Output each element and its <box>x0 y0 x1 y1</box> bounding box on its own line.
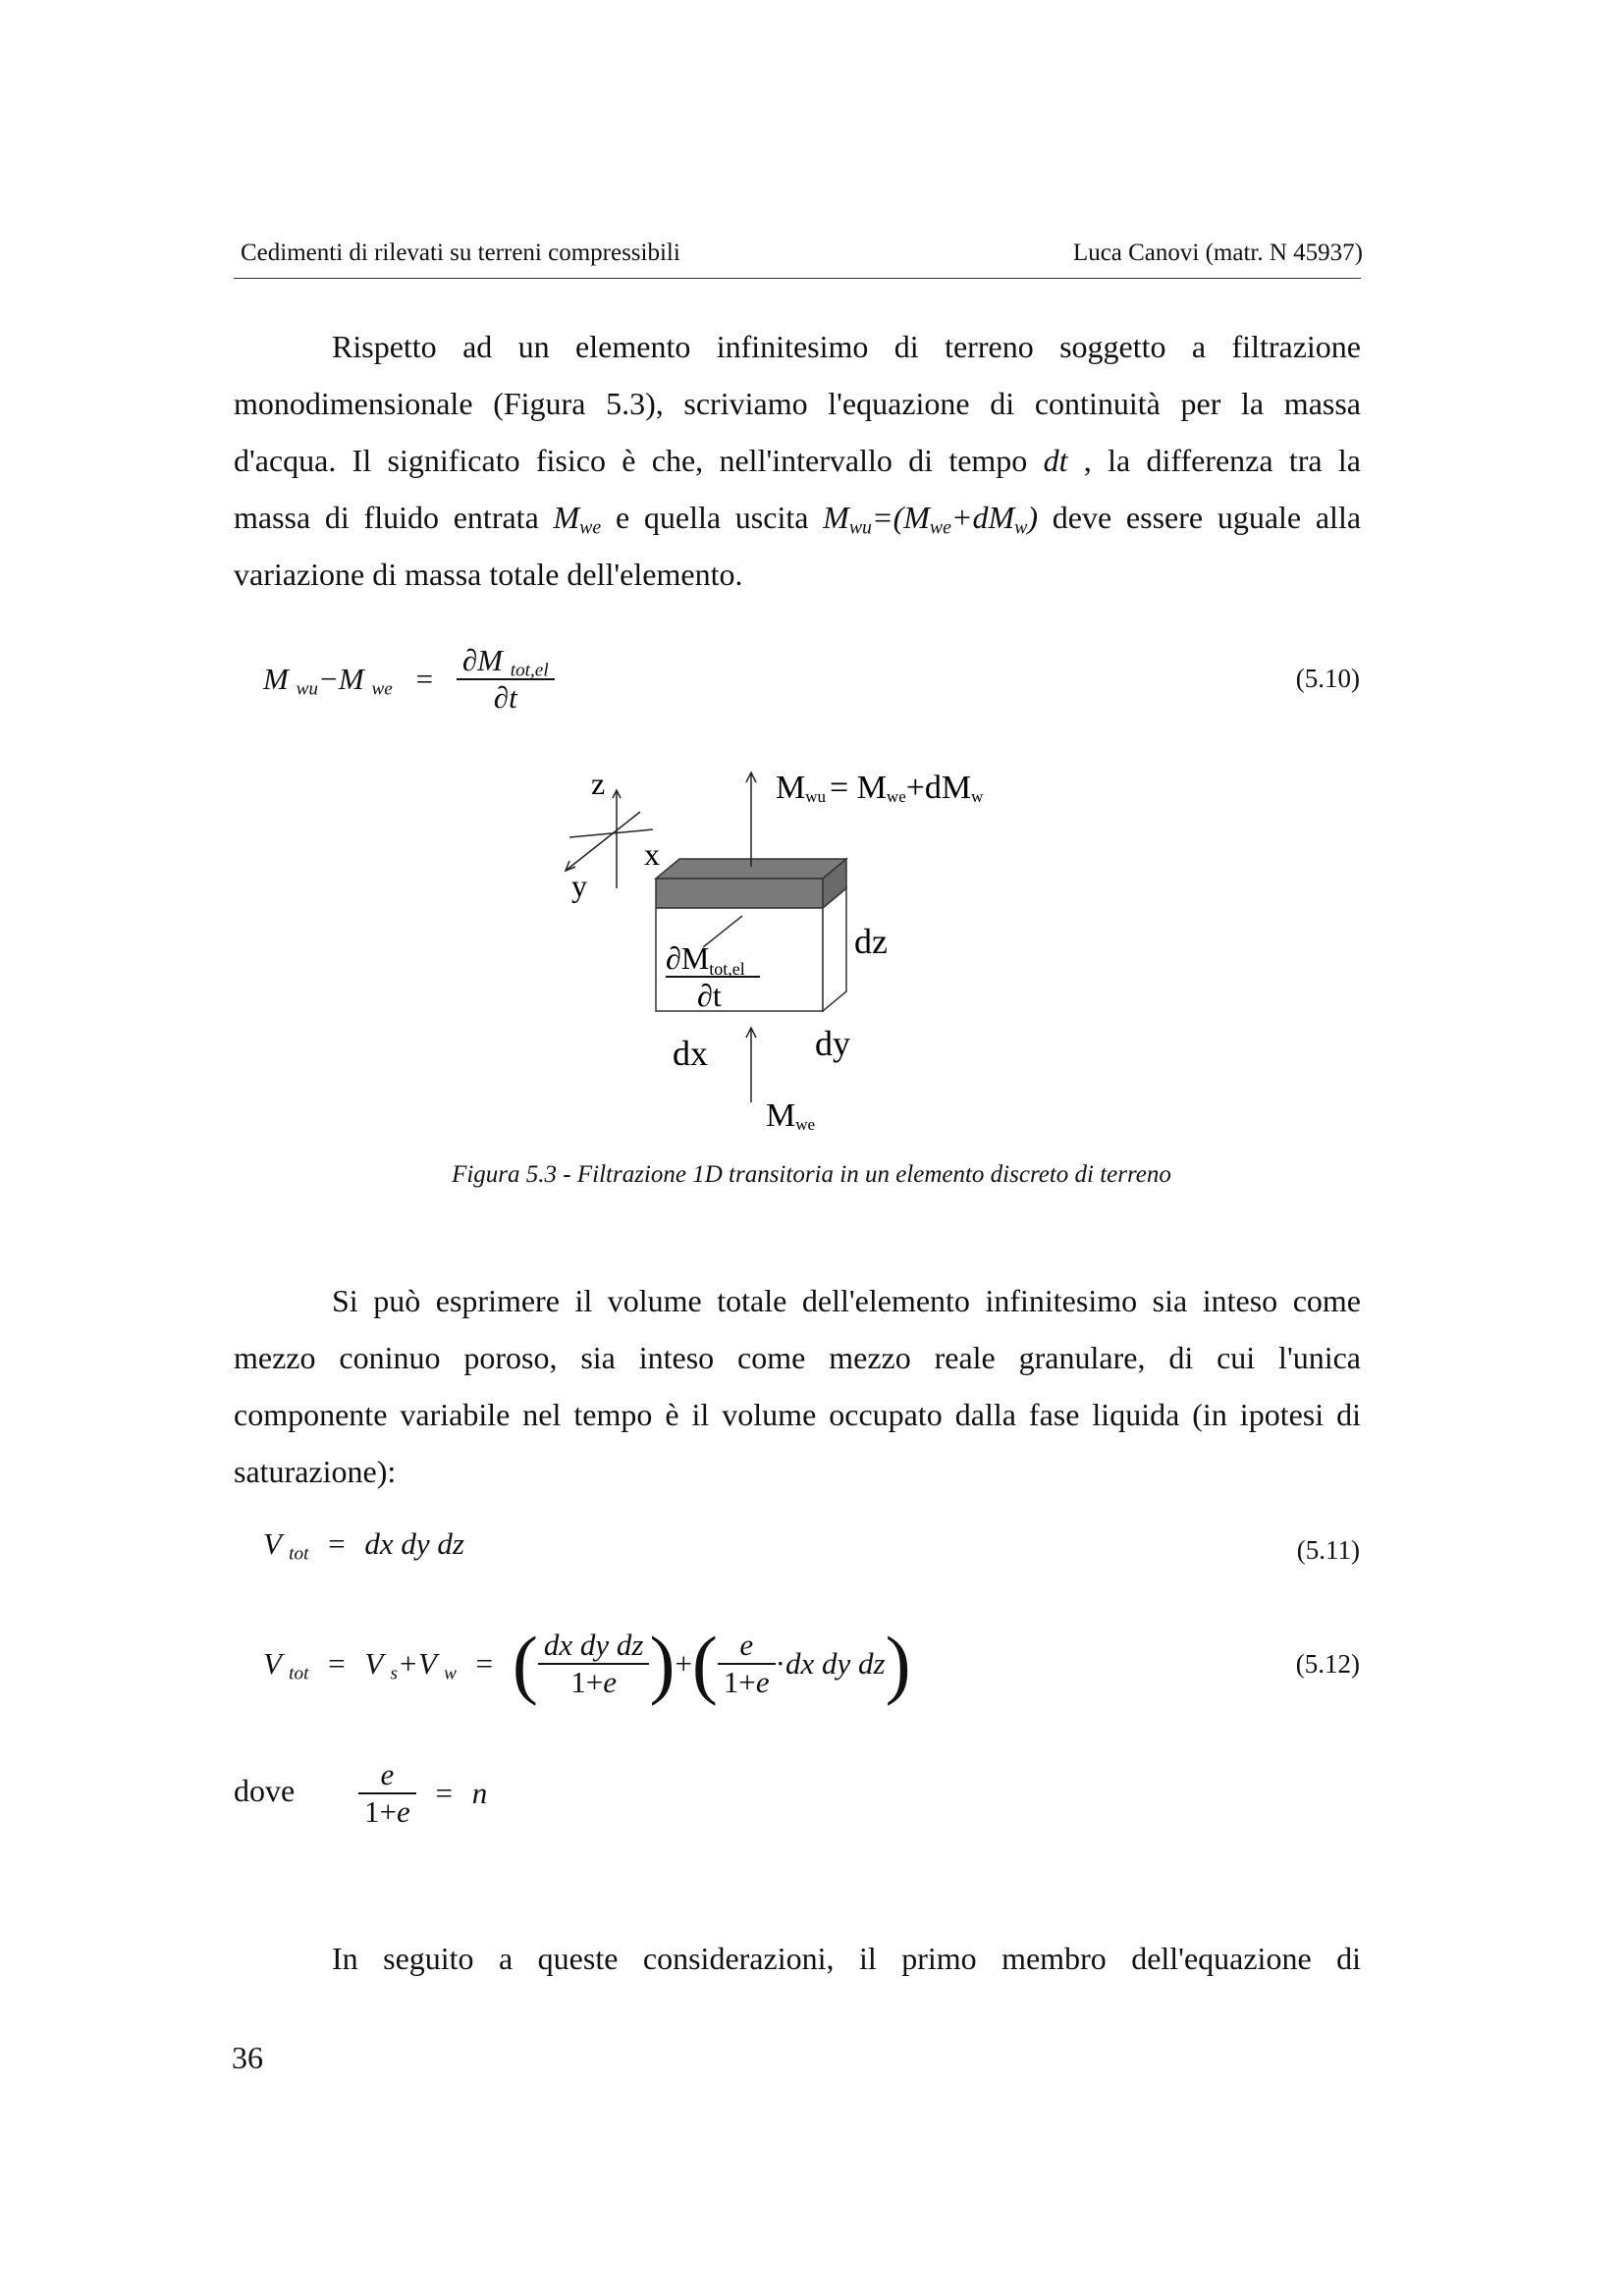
outflow-arrow <box>746 773 756 867</box>
page-number: 36 <box>232 2040 263 2075</box>
cube-side-face <box>823 888 846 1011</box>
soil-element-cube <box>656 859 846 1011</box>
y-axis-line <box>566 812 640 871</box>
x-axis-line <box>569 829 653 837</box>
dimension-dx-label: dx <box>673 1034 708 1073</box>
equation-5-11: V $_{tot}$ = dx dy dz <box>263 1526 464 1565</box>
cube-fraction-denominator: ∂t <box>697 978 722 1013</box>
paragraph-3 <box>234 1930 1361 1987</box>
p1-line-3: d'acqua. Il significato fisico è che, nell'intervallo di tempo dt , la differenza tra la <box>234 443 1362 478</box>
axis-z-label: z <box>591 766 606 801</box>
equation-number-5-12: (5.12) <box>1295 1649 1360 1679</box>
running-header-author: Luca Canovi (matr. N 45937) <box>1072 240 1363 266</box>
p2-line-2: mezzo coninuo poroso, sia inteso come mezzo reale granulare, di cui l'unica <box>234 1340 1361 1375</box>
dimension-dy-label: dy <box>815 1024 850 1063</box>
equation-number-5-11: (5.11) <box>1296 1535 1360 1565</box>
p3-line-1: In seguito a queste considerazioni, il primo membro dell'equazione di <box>332 1941 1361 1976</box>
p1-line-1: Rispetto ad un elemento infinitesimo di terreno soggetto a filtrazione <box>332 329 1361 364</box>
equation-5-10: M $_{wu}$−M $_{we}$ = $\frac{\partial M _{tot,el}}{\partial t}$ <box>263 643 555 716</box>
header-rule <box>234 278 1361 279</box>
p2-line-3: componente variabile nel tempo è il volume occupato dalla fase liquida (in ipotesi di <box>234 1397 1361 1432</box>
equation-5-12: V $_{tot}$ = V $_s$+V $_w$ = ( $\frac{\text{dx dy dz}}{1+e}$ )+( $\frac{e}{1+e}$ ·dx dy dz) <box>263 1621 911 1706</box>
running-header-title: Cedimenti di rilevati su terreni compressibili <box>241 240 680 266</box>
figure-5-3-element-diagram <box>530 761 1080 1144</box>
axis-x-label: x <box>644 836 660 872</box>
equation-number-5-10: (5.10) <box>1295 664 1360 693</box>
p2-line-4: saturazione): <box>234 1454 397 1489</box>
dove-word: dove <box>234 1773 296 1808</box>
axis-y-label: y <box>571 868 587 903</box>
outflow-label: Mwu = Mwe+dMw <box>776 770 984 806</box>
cube-top-layer <box>656 879 823 908</box>
paragraph-1 <box>234 318 1361 603</box>
p1-line-4: massa di fluido entrata $M_{we}$ e quella uscita $M_{wu}=(M_{we}+dM_w)$ deve essere uguale alla <box>234 500 1362 539</box>
p1-line-2: monodimensionale (Figura 5.3), scriviamo l'equazione di continuità per la massa <box>234 386 1361 421</box>
p1-line-5: variazione di massa totale dell'elemento. <box>234 557 743 592</box>
inflow-arrow <box>746 1028 756 1102</box>
paragraph-2 <box>234 1272 1361 1500</box>
cube-fraction-numerator: ∂Mtot,el <box>666 940 745 979</box>
equation-porosity: $\frac{e}{1+e}$ = n <box>358 1757 487 1830</box>
inflow-label: Mwe <box>766 1097 816 1134</box>
dimension-dz-label: dz <box>854 922 888 961</box>
p2-line-1: Si può esprimere il volume totale dell'elemento infinitesimo sia inteso come <box>332 1283 1361 1318</box>
figure-caption: Figura 5.3 - Filtrazione 1D transitoria in un elemento discreto di terreno <box>452 1161 1171 1188</box>
